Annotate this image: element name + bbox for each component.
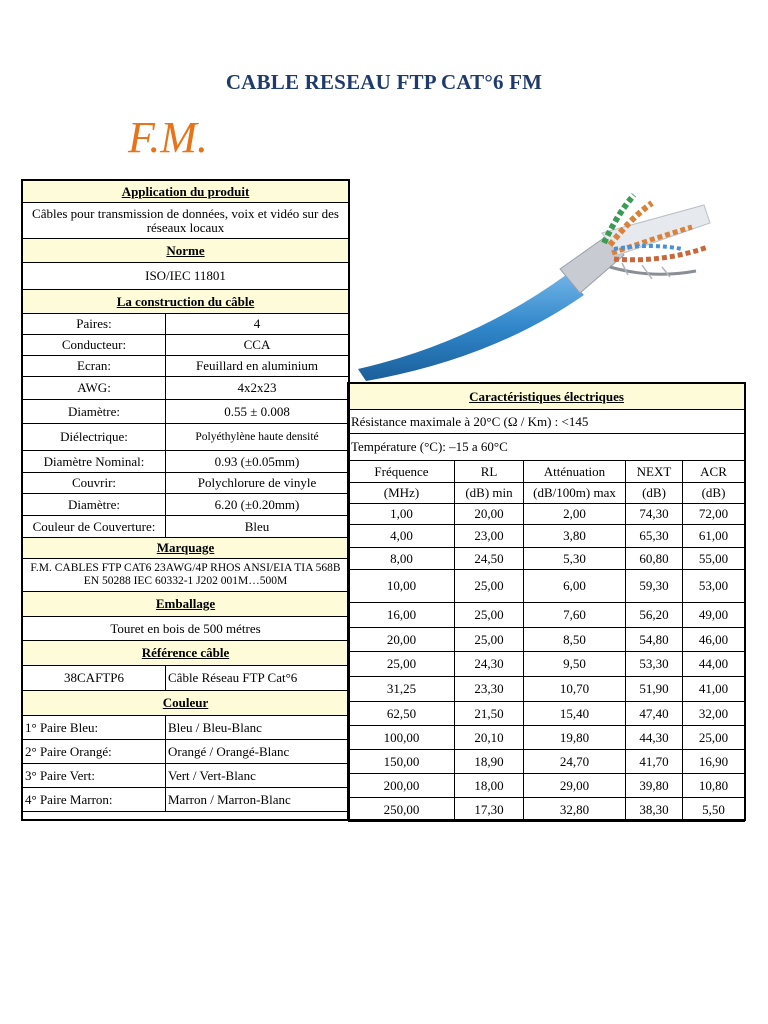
table-cell: 2,00 bbox=[524, 504, 626, 525]
table-cell: 54,80 bbox=[626, 628, 683, 652]
table-cell: 5,50 bbox=[683, 798, 745, 822]
table-cell: 200,00 bbox=[349, 774, 455, 798]
temperature-text: Température (°C): –15 a 60°C bbox=[349, 434, 745, 461]
table-row bbox=[349, 750, 745, 774]
construction-label: Ecran: bbox=[23, 356, 166, 377]
table-cell: 25,00 bbox=[683, 726, 745, 750]
reference-name: Câble Réseau FTP Cat°6 bbox=[166, 666, 349, 691]
construction-label: Diamètre: bbox=[23, 400, 166, 424]
table-cell: 72,00 bbox=[683, 504, 745, 525]
table-cell: 18,90 bbox=[455, 750, 524, 774]
pair-label: 3° Paire Vert: bbox=[23, 764, 166, 788]
column-unit: (dB) bbox=[683, 483, 745, 504]
application-text: Câbles pour transmission de données, voix et vidéo sur des réseaux locaux bbox=[23, 203, 349, 239]
construction-value: 6.20 (±0.20mm) bbox=[166, 494, 349, 516]
construction-value: Polyéthylène haute densité bbox=[166, 424, 349, 451]
table-cell: 24,70 bbox=[524, 750, 626, 774]
reference-header: Référence câble bbox=[23, 641, 349, 666]
table-cell: 51,90 bbox=[626, 677, 683, 702]
table-cell: 74,30 bbox=[626, 504, 683, 525]
column-unit: (MHz) bbox=[349, 483, 455, 504]
table-row bbox=[349, 628, 745, 652]
pair-label: 1° Paire Bleu: bbox=[23, 716, 166, 740]
table-cell: 32,80 bbox=[524, 798, 626, 822]
table-cell: 10,00 bbox=[349, 570, 455, 603]
pair-label: 2° Paire Orangé: bbox=[23, 740, 166, 764]
column-unit: (dB) min bbox=[455, 483, 524, 504]
construction-value: 4x2x23 bbox=[166, 377, 349, 400]
table-cell: 24,50 bbox=[455, 548, 524, 570]
table-cell: 44,00 bbox=[683, 652, 745, 677]
table-cell: 59,30 bbox=[626, 570, 683, 603]
construction-label: Couleur de Couverture: bbox=[23, 516, 166, 538]
construction-label: Diamètre Nominal: bbox=[23, 451, 166, 473]
construction-value: CCA bbox=[166, 335, 349, 356]
table-cell: 250,00 bbox=[349, 798, 455, 822]
table-cell: 10,80 bbox=[683, 774, 745, 798]
table-cell: 19,80 bbox=[524, 726, 626, 750]
reference-code: 38CAFTP6 bbox=[23, 666, 166, 691]
table-cell: 20,10 bbox=[455, 726, 524, 750]
marquage-text: F.M. CABLES FTP CAT6 23AWG/4P RHOS ANSI/EIA TIA 568B EN 50288 IEC 60332-1 J202 001M…500M bbox=[23, 559, 349, 592]
column-unit: (dB/100m) max bbox=[524, 483, 626, 504]
table-cell: 39,80 bbox=[626, 774, 683, 798]
table-cell: 65,30 bbox=[626, 525, 683, 548]
cable-illustration bbox=[352, 183, 744, 383]
table-cell: 49,00 bbox=[683, 603, 745, 628]
table-cell: 38,30 bbox=[626, 798, 683, 822]
table-cell: 23,00 bbox=[455, 525, 524, 548]
application-header: Application du produit bbox=[23, 181, 349, 203]
brand-logo: F.M. bbox=[128, 113, 208, 162]
table-cell: 32,00 bbox=[683, 702, 745, 726]
table-cell: 15,40 bbox=[524, 702, 626, 726]
pair-color: Orangé / Orangé-Blanc bbox=[166, 740, 349, 764]
table-cell: 31,25 bbox=[349, 677, 455, 702]
construction-value: Polychlorure de vinyle bbox=[166, 473, 349, 494]
table-cell: 53,00 bbox=[683, 570, 745, 603]
emballage-text: Touret en bois de 500 métres bbox=[23, 617, 349, 641]
table-cell: 8,50 bbox=[524, 628, 626, 652]
table-row bbox=[349, 525, 745, 548]
construction-label: Couvrir: bbox=[23, 473, 166, 494]
table-cell: 4,00 bbox=[349, 525, 455, 548]
construction-header: La construction du câble bbox=[23, 290, 349, 314]
table-cell: 25,00 bbox=[455, 628, 524, 652]
column-unit: (dB) bbox=[626, 483, 683, 504]
table-cell: 7,60 bbox=[524, 603, 626, 628]
electrical-header: Caractéristiques électriques bbox=[349, 384, 745, 410]
table-cell: 1,00 bbox=[349, 504, 455, 525]
table-cell: 60,80 bbox=[626, 548, 683, 570]
left-spec-table bbox=[22, 180, 349, 812]
table-cell: 41,70 bbox=[626, 750, 683, 774]
table-cell: 20,00 bbox=[455, 504, 524, 525]
norme-text: ISO/IEC 11801 bbox=[23, 263, 349, 290]
table-row bbox=[349, 798, 745, 822]
table-cell: 25,00 bbox=[455, 570, 524, 603]
electrical-rows bbox=[349, 504, 745, 822]
construction-label: Conducteur: bbox=[23, 335, 166, 356]
pair-color: Marron / Marron-Blanc bbox=[166, 788, 349, 812]
table-cell: 24,30 bbox=[455, 652, 524, 677]
construction-label: Paires: bbox=[23, 314, 166, 335]
couleur-header: Couleur bbox=[23, 691, 349, 716]
table-row bbox=[349, 726, 745, 750]
table-cell: 16,00 bbox=[349, 603, 455, 628]
table-cell: 17,30 bbox=[455, 798, 524, 822]
table-cell: 29,00 bbox=[524, 774, 626, 798]
construction-label: AWG: bbox=[23, 377, 166, 400]
column-header: Fréquence bbox=[349, 461, 455, 483]
table-cell: 18,00 bbox=[455, 774, 524, 798]
table-cell: 10,70 bbox=[524, 677, 626, 702]
column-header: Atténuation bbox=[524, 461, 626, 483]
norme-header: Norme bbox=[23, 239, 349, 263]
table-cell: 21,50 bbox=[455, 702, 524, 726]
table-cell: 100,00 bbox=[349, 726, 455, 750]
table-cell: 3,80 bbox=[524, 525, 626, 548]
marquage-header: Marquage bbox=[23, 538, 349, 559]
table-cell: 23,30 bbox=[455, 677, 524, 702]
pair-color: Vert / Vert-Blanc bbox=[166, 764, 349, 788]
table-row bbox=[349, 548, 745, 570]
table-cell: 46,00 bbox=[683, 628, 745, 652]
table-row bbox=[349, 570, 745, 603]
table-cell: 6,00 bbox=[524, 570, 626, 603]
table-cell: 8,00 bbox=[349, 548, 455, 570]
construction-value: Feuillard en aluminium bbox=[166, 356, 349, 377]
table-row bbox=[349, 774, 745, 798]
construction-label: Diamètre: bbox=[23, 494, 166, 516]
construction-value: 0.55 ± 0.008 bbox=[166, 400, 349, 424]
pair-label: 4° Paire Marron: bbox=[23, 788, 166, 812]
table-row bbox=[349, 652, 745, 677]
table-row bbox=[349, 677, 745, 702]
emballage-header: Emballage bbox=[23, 592, 349, 617]
table-cell: 20,00 bbox=[349, 628, 455, 652]
table-cell: 16,90 bbox=[683, 750, 745, 774]
table-cell: 25,00 bbox=[349, 652, 455, 677]
table-cell: 41,00 bbox=[683, 677, 745, 702]
pair-color: Bleu / Bleu-Blanc bbox=[166, 716, 349, 740]
table-cell: 25,00 bbox=[455, 603, 524, 628]
column-header: NEXT bbox=[626, 461, 683, 483]
table-cell: 150,00 bbox=[349, 750, 455, 774]
construction-value: 4 bbox=[166, 314, 349, 335]
table-cell: 61,00 bbox=[683, 525, 745, 548]
construction-label: Diélectrique: bbox=[23, 424, 166, 451]
table-row bbox=[349, 504, 745, 525]
column-header: RL bbox=[455, 461, 524, 483]
construction-value: 0.93 (±0.05mm) bbox=[166, 451, 349, 473]
construction-value: Bleu bbox=[166, 516, 349, 538]
table-row bbox=[349, 603, 745, 628]
electrical-table bbox=[348, 383, 745, 822]
table-cell: 56,20 bbox=[626, 603, 683, 628]
column-header: ACR bbox=[683, 461, 745, 483]
table-cell: 9,50 bbox=[524, 652, 626, 677]
table-row bbox=[349, 702, 745, 726]
resistance-text: Résistance maximale à 20°C (Ω / Km) : <145 bbox=[349, 410, 745, 434]
table-cell: 44,30 bbox=[626, 726, 683, 750]
page-title: CABLE RESEAU FTP CAT°6 FM bbox=[225, 70, 543, 94]
table-cell: 62,50 bbox=[349, 702, 455, 726]
table-cell: 53,30 bbox=[626, 652, 683, 677]
table-cell: 5,30 bbox=[524, 548, 626, 570]
cable-photo bbox=[352, 183, 744, 383]
table-cell: 47,40 bbox=[626, 702, 683, 726]
table-cell: 55,00 bbox=[683, 548, 745, 570]
